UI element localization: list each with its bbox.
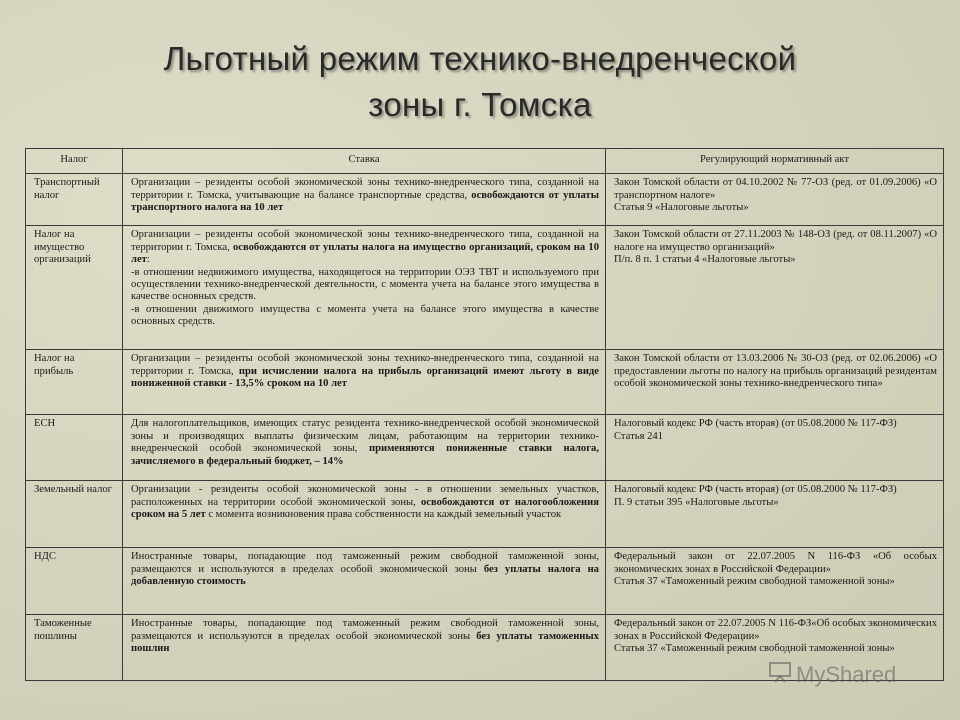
rate-text-after: : bbox=[146, 254, 150, 266]
header-act: Регулирующий нормативный акт bbox=[606, 149, 944, 174]
act-article: П. 9 статьи 395 «Налоговые льготы» bbox=[614, 496, 779, 508]
table-row bbox=[26, 415, 944, 481]
tax-rate bbox=[123, 481, 606, 548]
slide-title bbox=[0, 36, 960, 128]
regulatory-act bbox=[606, 350, 944, 415]
tax-rate bbox=[123, 548, 606, 615]
rate-highlight: применяются пониженные ставки налога, зачисляемого в федеральный бюджет, – 14% bbox=[131, 443, 599, 467]
presentation-icon bbox=[768, 661, 792, 691]
rate-text-after: с момента возникновения права собственности на каждый земельный участок bbox=[208, 509, 562, 521]
rate-highlight: без уплаты налога на добавленную стоимость bbox=[131, 563, 599, 588]
rate-highlight: без уплаты таможенных пошлин bbox=[131, 630, 599, 655]
watermark bbox=[768, 660, 938, 690]
table-row bbox=[26, 481, 944, 548]
rate-text: Организации – резиденты особой экономической зоны технико-внедренческого типа, созданной на территории г. Томска, bbox=[131, 353, 599, 377]
tax-benefits-table bbox=[25, 148, 944, 681]
regulatory-act bbox=[606, 226, 944, 350]
rate-highlight: освобождаются от уплаты налога на имущество организаций, сроком на 10 лет bbox=[131, 241, 599, 266]
act-article: Статья 9 «Налоговые льготы» bbox=[614, 202, 749, 214]
tax-name: ЕСН bbox=[26, 415, 123, 481]
act-text: Федеральный закон от 22.07.2005 N 116-ФЗ«Об особых экономических зонах в Российской Федерации» bbox=[614, 618, 937, 642]
rate-highlight: освобождаются от налогообложения сроком на 5 лет bbox=[131, 496, 599, 521]
table-row bbox=[26, 548, 944, 615]
act-text: Закон Томской области от 27.11.2003 № 148-ОЗ (ред. от 08.11.2007) «О налоге на имущество организаций» bbox=[614, 229, 937, 253]
rate-text: Организации - резиденты особой экономической зоны - в отношении земельных участков, расположенных на территории особой экономической зоны, bbox=[131, 484, 599, 508]
regulatory-act bbox=[606, 548, 944, 615]
rate-highlight: освобождаются от уплаты транспортного налога на 10 лет bbox=[131, 189, 599, 214]
tax-rate bbox=[123, 174, 606, 226]
tax-rate bbox=[123, 615, 606, 681]
act-article: Статья 37 «Таможенный режим свободной таможенной зоны» bbox=[614, 643, 895, 655]
rate-text: Иностранные товары, попадающие под таможенный режим свободной таможенной зоны, размещаются и используются в пределах особой экономической зоны bbox=[131, 618, 599, 642]
act-article: Статья 241 bbox=[614, 430, 663, 442]
regulatory-act bbox=[606, 481, 944, 548]
tax-rate bbox=[123, 415, 606, 481]
rate-list-item: -в отношении недвижимого имущества, находящегося на территории ОЭЗ ТВТ и используемого при осуществлении технико-внедренческой деятельности, с момента учета на балансе этого имущества в качестве основных средств. bbox=[131, 266, 599, 303]
table-header-row bbox=[26, 149, 944, 174]
regulatory-act bbox=[606, 415, 944, 481]
watermark-text: MyShared bbox=[796, 662, 897, 687]
rate-highlight: при исчислении налога на прибыль организаций имеют льготу в виде пониженной ставки - 13,5% сроком на 10 лет bbox=[131, 365, 599, 390]
regulatory-act bbox=[606, 174, 944, 226]
tax-name: НДС bbox=[26, 548, 123, 615]
act-text: Закон Томской области от 13.03.2006 № 30-ОЗ (ред. от 02.06.2006) «О предоставлении льготы по налогу на прибыль организаций резидентам особой экономической зоны технико-внедренческого типа» bbox=[614, 353, 937, 390]
rate-text: Для налогоплательщиков, имеющих статус резидента технико-внедренческой особой экономической зоны и производящих выплаты физическим лицам, работающим на территории технико-внедренческой особой экономической зоны, bbox=[131, 418, 599, 455]
table-row bbox=[26, 350, 944, 415]
act-article: П/п. 8 п. 1 статьи 4 «Налоговые льготы» bbox=[614, 254, 796, 266]
rate-text: Организации – резиденты особой экономической зоны технико-внедренческого типа, созданной на территории г. Томска, учитывающие на балансе транспортные средства, bbox=[131, 177, 599, 201]
slide-title-line-1: Льготный режим технико-внедренческой bbox=[163, 40, 797, 77]
act-text: Налоговый кодекс РФ (часть вторая) (от 05.08.2000 № 117-ФЗ) bbox=[614, 418, 897, 430]
tax-name: Налог на имущество организаций bbox=[26, 226, 123, 350]
table-row bbox=[26, 226, 944, 350]
act-text: Закон Томской области от 04.10.2002 № 77-ОЗ (ред. от 01.09.2006) «О транспортном налоге» bbox=[614, 177, 937, 201]
act-text: Федеральный закон от 22.07.2005 N 116-ФЗ «Об особых экономических зонах в Российской Федерации» bbox=[614, 551, 937, 575]
tax-name: Таможенные пошлины bbox=[26, 615, 123, 681]
tax-name: Транспортный налог bbox=[26, 174, 123, 226]
act-article: Статья 37 «Таможенный режим свободной таможенной зоны» bbox=[614, 576, 895, 588]
tax-name: Налог на прибыль bbox=[26, 350, 123, 415]
rate-text: Организации – резиденты особой экономической зоны технико-внедренческого типа, созданной на территории г. Томска, bbox=[131, 229, 599, 253]
rate-text: Иностранные товары, попадающие под таможенный режим свободной таможенной зоны, размещаются и используются в пределах особой экономической зоны bbox=[131, 551, 599, 575]
tax-rate bbox=[123, 226, 606, 350]
header-tax: Налог bbox=[26, 149, 123, 174]
tax-name: Земельный налог bbox=[26, 481, 123, 548]
header-rate: Ставка bbox=[123, 149, 606, 174]
tax-rate bbox=[123, 350, 606, 415]
rate-list-item: -в отношении движимого имущества с момента учета на балансе этого имущества в качестве основных средств. bbox=[131, 303, 599, 328]
act-text: Налоговый кодекс РФ (часть вторая) (от 05.08.2000 № 117-ФЗ) bbox=[614, 484, 897, 496]
table-row bbox=[26, 174, 944, 226]
slide-title-line-2: зоны г. Томска bbox=[368, 86, 592, 123]
